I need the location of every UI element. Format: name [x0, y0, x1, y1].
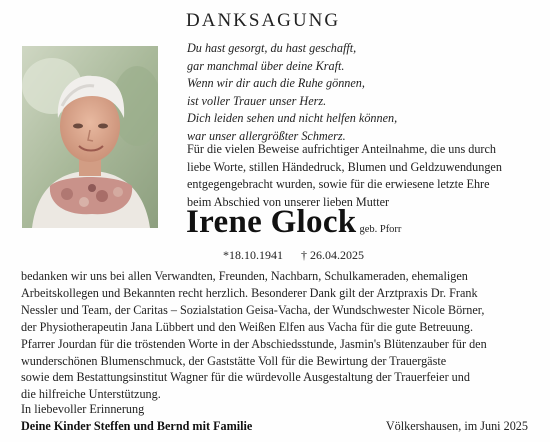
intro-line: liebe Worte, stillen Händedruck, Blumen und Geldzuwendungen — [187, 159, 502, 174]
signature: Deine Kinder Steffen und Bernd mit Familie — [21, 419, 253, 433]
place-date: Völkershausen, im Juni 2025 — [385, 419, 528, 433]
death-date: † 26.04.2025 — [301, 248, 364, 262]
deceased-name: Irene Glock — [186, 204, 357, 240]
thanks-line: die hilfreiche Unterstützung. — [21, 387, 161, 402]
poem-line: Du hast gesorgt, du hast geschafft, — [187, 41, 357, 55]
poem-line: war unser allergrößter Schmerz. — [187, 128, 346, 143]
intro-text — [187, 141, 532, 211]
poem-line: ist voller Trauer unser Herz. — [187, 93, 327, 108]
thanks-line: Pfarrer Jourdan für die tröstenden Worte in der Abschiedsstunde, Jasmin's Blütenzauber für den — [21, 336, 487, 351]
thanks-text — [21, 268, 536, 403]
thanks-line: sowie dem Bestattungsinstitut Wagner für die würdevolle Ausgestaltung der Trauerfeier und — [21, 370, 470, 385]
portrait-photo — [22, 46, 158, 228]
intro-line: beim Abschied von unserer lieben Mutter — [187, 194, 390, 209]
life-dates — [223, 248, 382, 263]
portrait-image — [22, 46, 158, 228]
poem — [187, 40, 397, 145]
poem-line: gar manchmal über deine Kraft. — [187, 58, 345, 73]
intro-line: entgegengebracht wurden, sowie für die erwiesene letzte Ehre — [187, 177, 490, 191]
poem-line: Dich leiden sehen und nicht helfen können, — [187, 111, 398, 125]
thanks-line: der Physiotherapeutin Jana Lübbert und den Weißen Elfen aus Vacha für die gute Betreuung. — [21, 319, 474, 334]
deceased-name-line — [186, 204, 401, 241]
birth-date: *18.10.1941 — [223, 248, 283, 262]
thanks-line: wunderschönen Blumenschmuck, der Gaststätte Voll für die Bewirtung der Trauergäste — [21, 353, 447, 368]
closing-text: In liebevoller Erinnerung — [21, 402, 145, 416]
thanks-line: Nessler und Team, der Caritas – Sozialstation Geisa-Vacha, der Wundschwester Nicole Börner, — [21, 302, 485, 317]
poem-line: Wenn wir dir auch die Ruhe gönnen, — [187, 76, 365, 90]
intro-line: Für die vielen Beweise aufrichtiger Anteilnahme, die uns durch — [187, 142, 496, 156]
heading: DANKSAGUNG — [186, 10, 341, 31]
thanks-line: bedanken wir uns bei allen Verwandten, Freunden, Nachbarn, Schulkameraden, ehemaligen — [21, 269, 468, 283]
maiden-name: geb. Pforr — [359, 224, 402, 235]
thanks-line: Arbeitskollegen und Bekannten recht herzlich. Besonderer Dank gilt der Arztpraxis Dr. Frank — [21, 285, 478, 300]
